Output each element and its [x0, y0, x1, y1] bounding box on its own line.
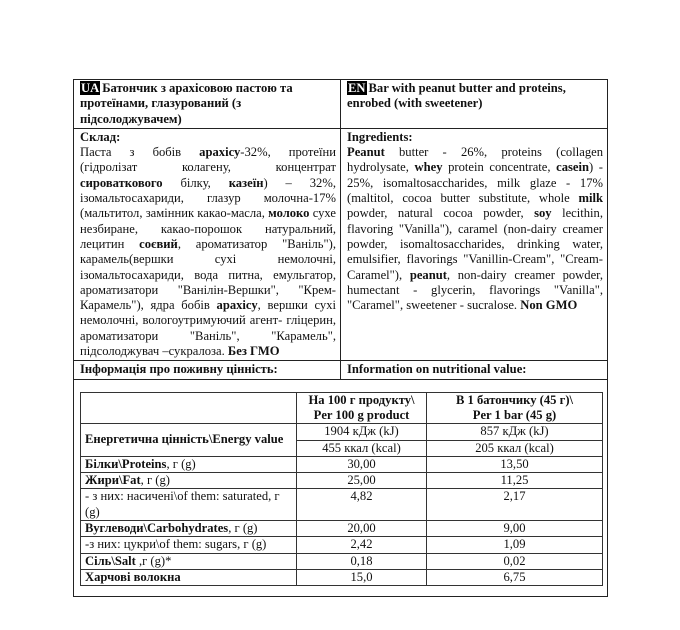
en-nutrition-label: Information on nutritional value:	[341, 361, 608, 379]
ua-language-badge: UA	[81, 81, 100, 95]
per-bar-header: В 1 батончику (45 г)\ Per 1 bar (45 g)	[427, 392, 603, 424]
value-bar: 6,75	[427, 569, 603, 585]
table-row	[81, 569, 603, 585]
product-label-table	[73, 79, 608, 597]
energy-label: Енергетична цінність\Energy value	[81, 424, 297, 457]
en-ingredients-cell	[341, 128, 608, 360]
value-100g: 0,18	[297, 553, 427, 569]
nutrition-header-empty	[81, 392, 297, 424]
table-row	[81, 456, 603, 472]
nutrition-section	[74, 379, 608, 597]
value-bar: 2,17	[427, 489, 603, 521]
ua-nutrition-label: Інформація про поживну цінність:	[74, 361, 341, 379]
nutrient-label: -з них: цукри\of them: sugars, г (g)	[81, 537, 297, 553]
nutrition-table	[80, 392, 603, 587]
nutrient-label: Білки\Proteins, г (g)	[81, 456, 297, 472]
value-bar: 13,50	[427, 456, 603, 472]
nutrient-label: Сіль\Salt ,г (g)*	[81, 553, 297, 569]
en-title: Bar with peanut butter and proteins, enrobed (with sweetener)	[347, 81, 566, 111]
table-row	[81, 521, 603, 537]
en-ingredients-label: Ingredients:	[347, 129, 413, 144]
ua-title-cell	[74, 80, 341, 129]
ua-ingredients-text: Паста з бобів арахісу-32%, протеїни (гідролізат колагену, концентрат сироваткового білку, казеїн) – 32%, ізомальтосахариди, глазур молочна-17% (мальтитол, замінник какао-масла, молоко сухе незбиране, какао-порошок натуральний, лецитин соєвий, ароматизатор "Ваніль"), карамель(вершки сухі немолочні, ізомальтосахариди, вода питна, емульгатор, ароматизатори "Ванілін-Вершки", "Крем-Карамель"), ядра бобів арахісу, вершки сухі немолочні, вологоутримуючий агент- гліцерин, ароматизатори "Ваніль", "Карамель", підсолоджувач –сукралоза. Без ГМО	[80, 145, 337, 359]
value-bar: 0,02	[427, 553, 603, 569]
value-bar: 11,25	[427, 473, 603, 489]
nutrient-label: - з них: насичені\of them: saturated, г (g)	[81, 489, 297, 521]
energy-kj-100g: 1904 кДж (kJ)	[297, 424, 427, 440]
energy-kcal-100g: 455 ккал (kcal)	[297, 440, 427, 456]
en-ingredients-text: Peanut butter - 26%, proteins (collagen hydrolysate, whey protein concentrate, casein) - 25%, isomaltosaccharides, milk glaze - 17% (maltitol, cocoa butter substitute, whole milk powder, natural cocoa powder, soy lecithin, flavoring "Vanilla"), caramel (non-dairy creamer powder, isomaltosaccharides, drinking water, emulsifier, flavorings "Vanillin-Cream", "Cream-Caramel"), peanut, non-dairy creamer powder, humectant - glycerin, flavorings "Vanilla", "Caramel", sweetener - sucralose. Non GMO	[347, 145, 604, 313]
value-100g: 4,82	[297, 489, 427, 521]
label-document	[73, 79, 607, 597]
value-100g: 25,00	[297, 473, 427, 489]
value-100g: 30,00	[297, 456, 427, 472]
value-100g: 2,42	[297, 537, 427, 553]
table-row	[81, 537, 603, 553]
nutrient-label: Вуглеводи\Carbohydrates, г (g)	[81, 521, 297, 537]
value-100g: 15,0	[297, 569, 427, 585]
nutrient-label: Жири\Fat, г (g)	[81, 473, 297, 489]
table-row	[81, 473, 603, 489]
ua-ingredients-label: Склад:	[80, 129, 121, 144]
ua-ingredients-cell	[74, 128, 341, 360]
table-row	[81, 553, 603, 569]
value-bar: 9,00	[427, 521, 603, 537]
table-row	[81, 489, 603, 521]
ua-title: Батончик з арахісовою пастою та протеїнами, глазурований (з підсолоджувачем)	[80, 81, 293, 126]
en-language-badge: EN	[348, 81, 366, 95]
value-bar: 1,09	[427, 537, 603, 553]
value-100g: 20,00	[297, 521, 427, 537]
nutrient-label: Харчові волокна	[81, 569, 297, 585]
per-100g-header: На 100 г продукту\ Per 100 g product	[297, 392, 427, 424]
energy-kcal-bar: 205 ккал (kcal)	[427, 440, 603, 456]
en-title-cell	[341, 80, 608, 129]
energy-kj-bar: 857 кДж (kJ)	[427, 424, 603, 440]
